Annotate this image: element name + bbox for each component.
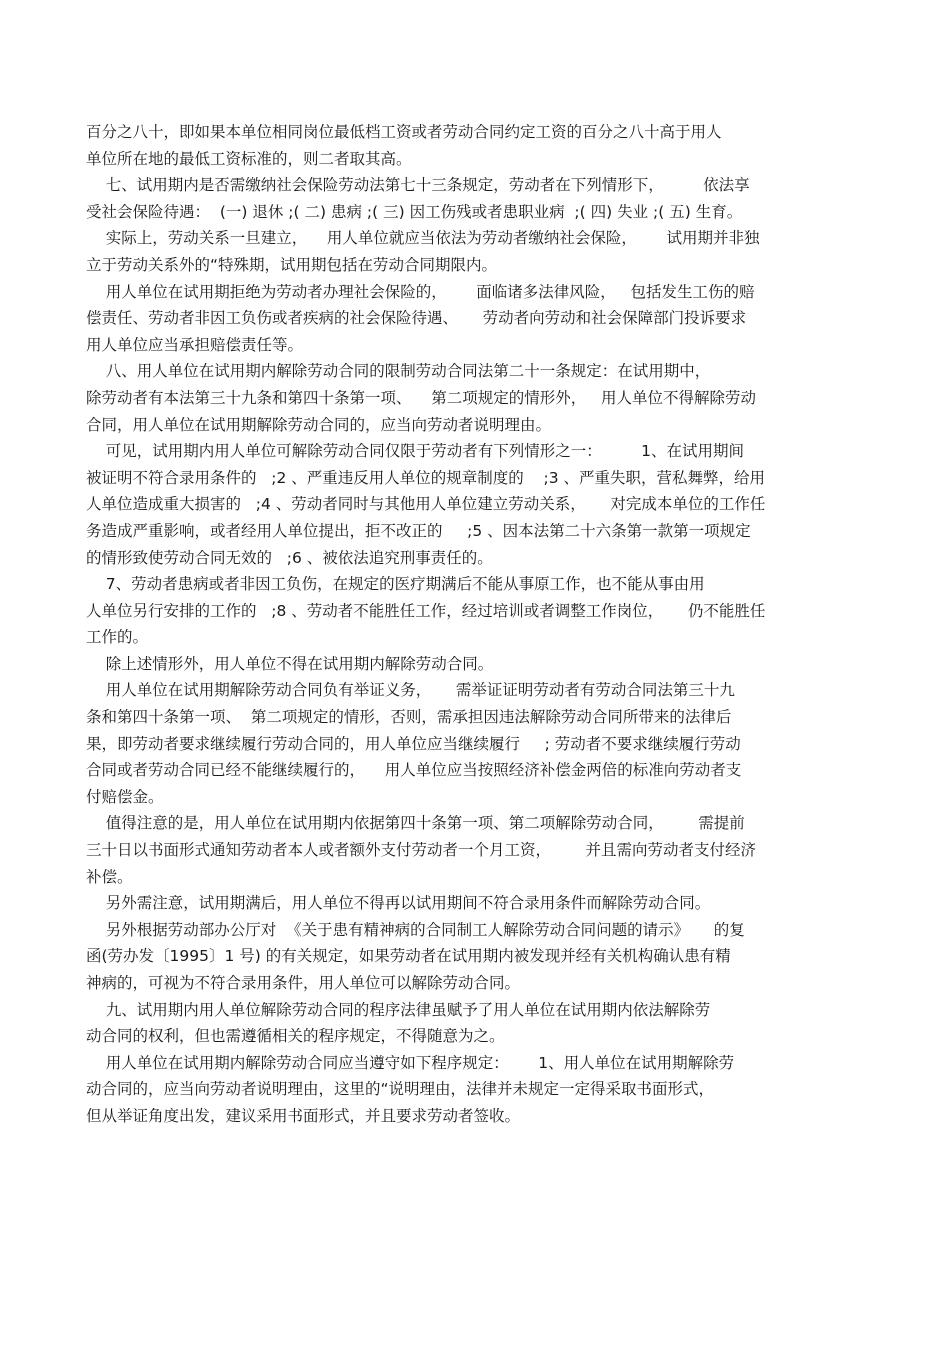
text-line: 被证明不符合录用条件的 ;2 、严重违反用人单位的规章制度的 ;3 、严重失职，营私舞弊，给用: [86, 468, 766, 487]
text-line: 人单位造成重大损害的 ;4 、劳动者同时与其他用人单位建立劳动关系， 对完成本单位的工作任: [86, 495, 766, 514]
text-line: 补偿。: [86, 867, 133, 886]
text-line: 动合同的，应当向劳动者说明理由，这里的“说明理由，法律并未规定一定得采取书面形式，: [86, 1080, 715, 1099]
text-line: 实际上，劳动关系一旦建立， 用人单位就应当依法为劳动者缴纳社会保险， 试用期并非独: [86, 229, 760, 248]
text-line: 三十日以书面形式通知劳动者本人或者额外支付劳动者一个月工资， 并且需向劳动者支付经济: [86, 841, 756, 860]
text-line: 七、试用期内是否需缴纳社会保险劳动法第七十三条规定，劳动者在下列情形下， 依法享: [86, 176, 750, 195]
text-line: 受社会保险待遇： (一) 退休 ;( 二) 患病 ;( 三) 因工伤残或者患职业病 ;( 四) 失业 ;( 五) 生育。: [86, 202, 743, 221]
text-line: 八、用人单位在试用期内解除劳动合同的限制劳动合同法第二十一条规定：在试用期中，: [86, 362, 711, 381]
text-line: 除上述情形外，用人单位不得在试用期内解除劳动合同。: [86, 654, 494, 673]
text-line: 7、劳动者患病或者非因工负伤，在规定的医疗期满后不能从事原工作，也不能从事由用: [86, 575, 705, 594]
text-line: 条和第四十条第一项、 第二项规定的情形，否则，需承担因违法解除劳动合同所带来的法律后: [86, 708, 732, 727]
text-line: 百分之八十，即如果本单位相同岗位最低档工资或者劳动合同约定工资的百分之八十高于用人: [86, 123, 722, 141]
text-line: 值得注意的是，用人单位在试用期内依据第四十条第一项、第二项解除劳动合同， 需提前: [86, 814, 745, 833]
text-line: 务造成严重影响，或者经用人单位提出，拒不改正的 ;5 、因本法第二十六条第一款第一项规定: [86, 521, 751, 540]
text-line: 可见，试用期内用人单位可解除劳动合同仅限于劳动者有下列情形之一： 1、在试用期间: [86, 442, 744, 461]
text-line: 除劳动者有本法第三十九条和第四十条第一项、 第二项规定的情形外， 用人单位不得解除劳动: [86, 388, 756, 407]
text-line: 付赔偿金。: [86, 787, 164, 806]
text-line: 立于劳动关系外的“特殊期，试用期包括在劳动合同期限内。: [86, 255, 498, 274]
text-line: 但从举证角度出发，建议采用书面形式，并且要求劳动者签收。: [86, 1106, 521, 1125]
text-line: 偿责任、劳动者非因工负伤或者疾病的社会保险待遇、 劳动者向劳动和社会保障部门投诉要求: [86, 309, 747, 328]
text-line: 果，即劳动者要求继续履行劳动合同的，用人单位应当继续履行 ; 劳动者不要求继续履行劳动: [86, 734, 741, 753]
text-line: 动合同的权利，但也需遵循相关的程序规定，不得随意为之。: [86, 1027, 505, 1046]
text-line: 工作的。: [86, 628, 149, 647]
text-line: 合同，用人单位在试用期解除劳动合同的，应当向劳动者说明理由。: [86, 415, 552, 434]
text-line: 合同或者劳动合同已经不能继续履行的， 用人单位应当按照经济补偿金两倍的标准向劳动者支: [86, 761, 742, 780]
text-line: 的情形致使劳动合同无效的 ;6 、被依法追究刑事责任的。: [86, 548, 493, 567]
text-line: 另外需注意，试用期满后，用人单位不得再以试用期间不符合录用条件而解除劳动合同。: [86, 894, 711, 913]
text-line: 用人单位应当承担赔偿责任等。: [86, 335, 304, 354]
text-line: 神病的，可视为不符合录用条件，用人单位可以解除劳动合同。: [86, 974, 521, 992]
text-line: 另外根据劳动部办公厅对 《关于患有精神病的合同制工人解除劳动合同问题的请示》 的复: [86, 920, 745, 939]
text-line: 用人单位在试用期拒绝为劳动者办理社会保险的， 面临诸多法律风险， 包括发生工伤的赔: [86, 282, 755, 301]
text-line: 用人单位在试用期内解除劳动合同应当遵守如下程序规定： 1、用人单位在试用期解除劳: [86, 1053, 735, 1072]
text-line: 单位所在地的最低工资标准的，则二者取其高。: [86, 149, 412, 168]
text-line: 用人单位在试用期解除劳动合同负有举证义务， 需举证证明劳动者有劳动合同法第三十九: [86, 681, 735, 700]
document-body: [86, 119, 876, 1130]
text-line: 函(劳办发〔1995〕1 号) 的有关规定，如果劳动者在试用期内被发现并经有关机构确认患有精: [86, 947, 731, 966]
text-line: 九、试用期内用人单位解除劳动合同的程序法律虽赋予了用人单位在试用期内依法解除劳: [86, 1000, 711, 1019]
text-line: 人单位另行安排的工作的 ;8 、劳动者不能胜任工作，经过培训或者调整工作岗位， 仍不能胜任: [86, 601, 766, 620]
